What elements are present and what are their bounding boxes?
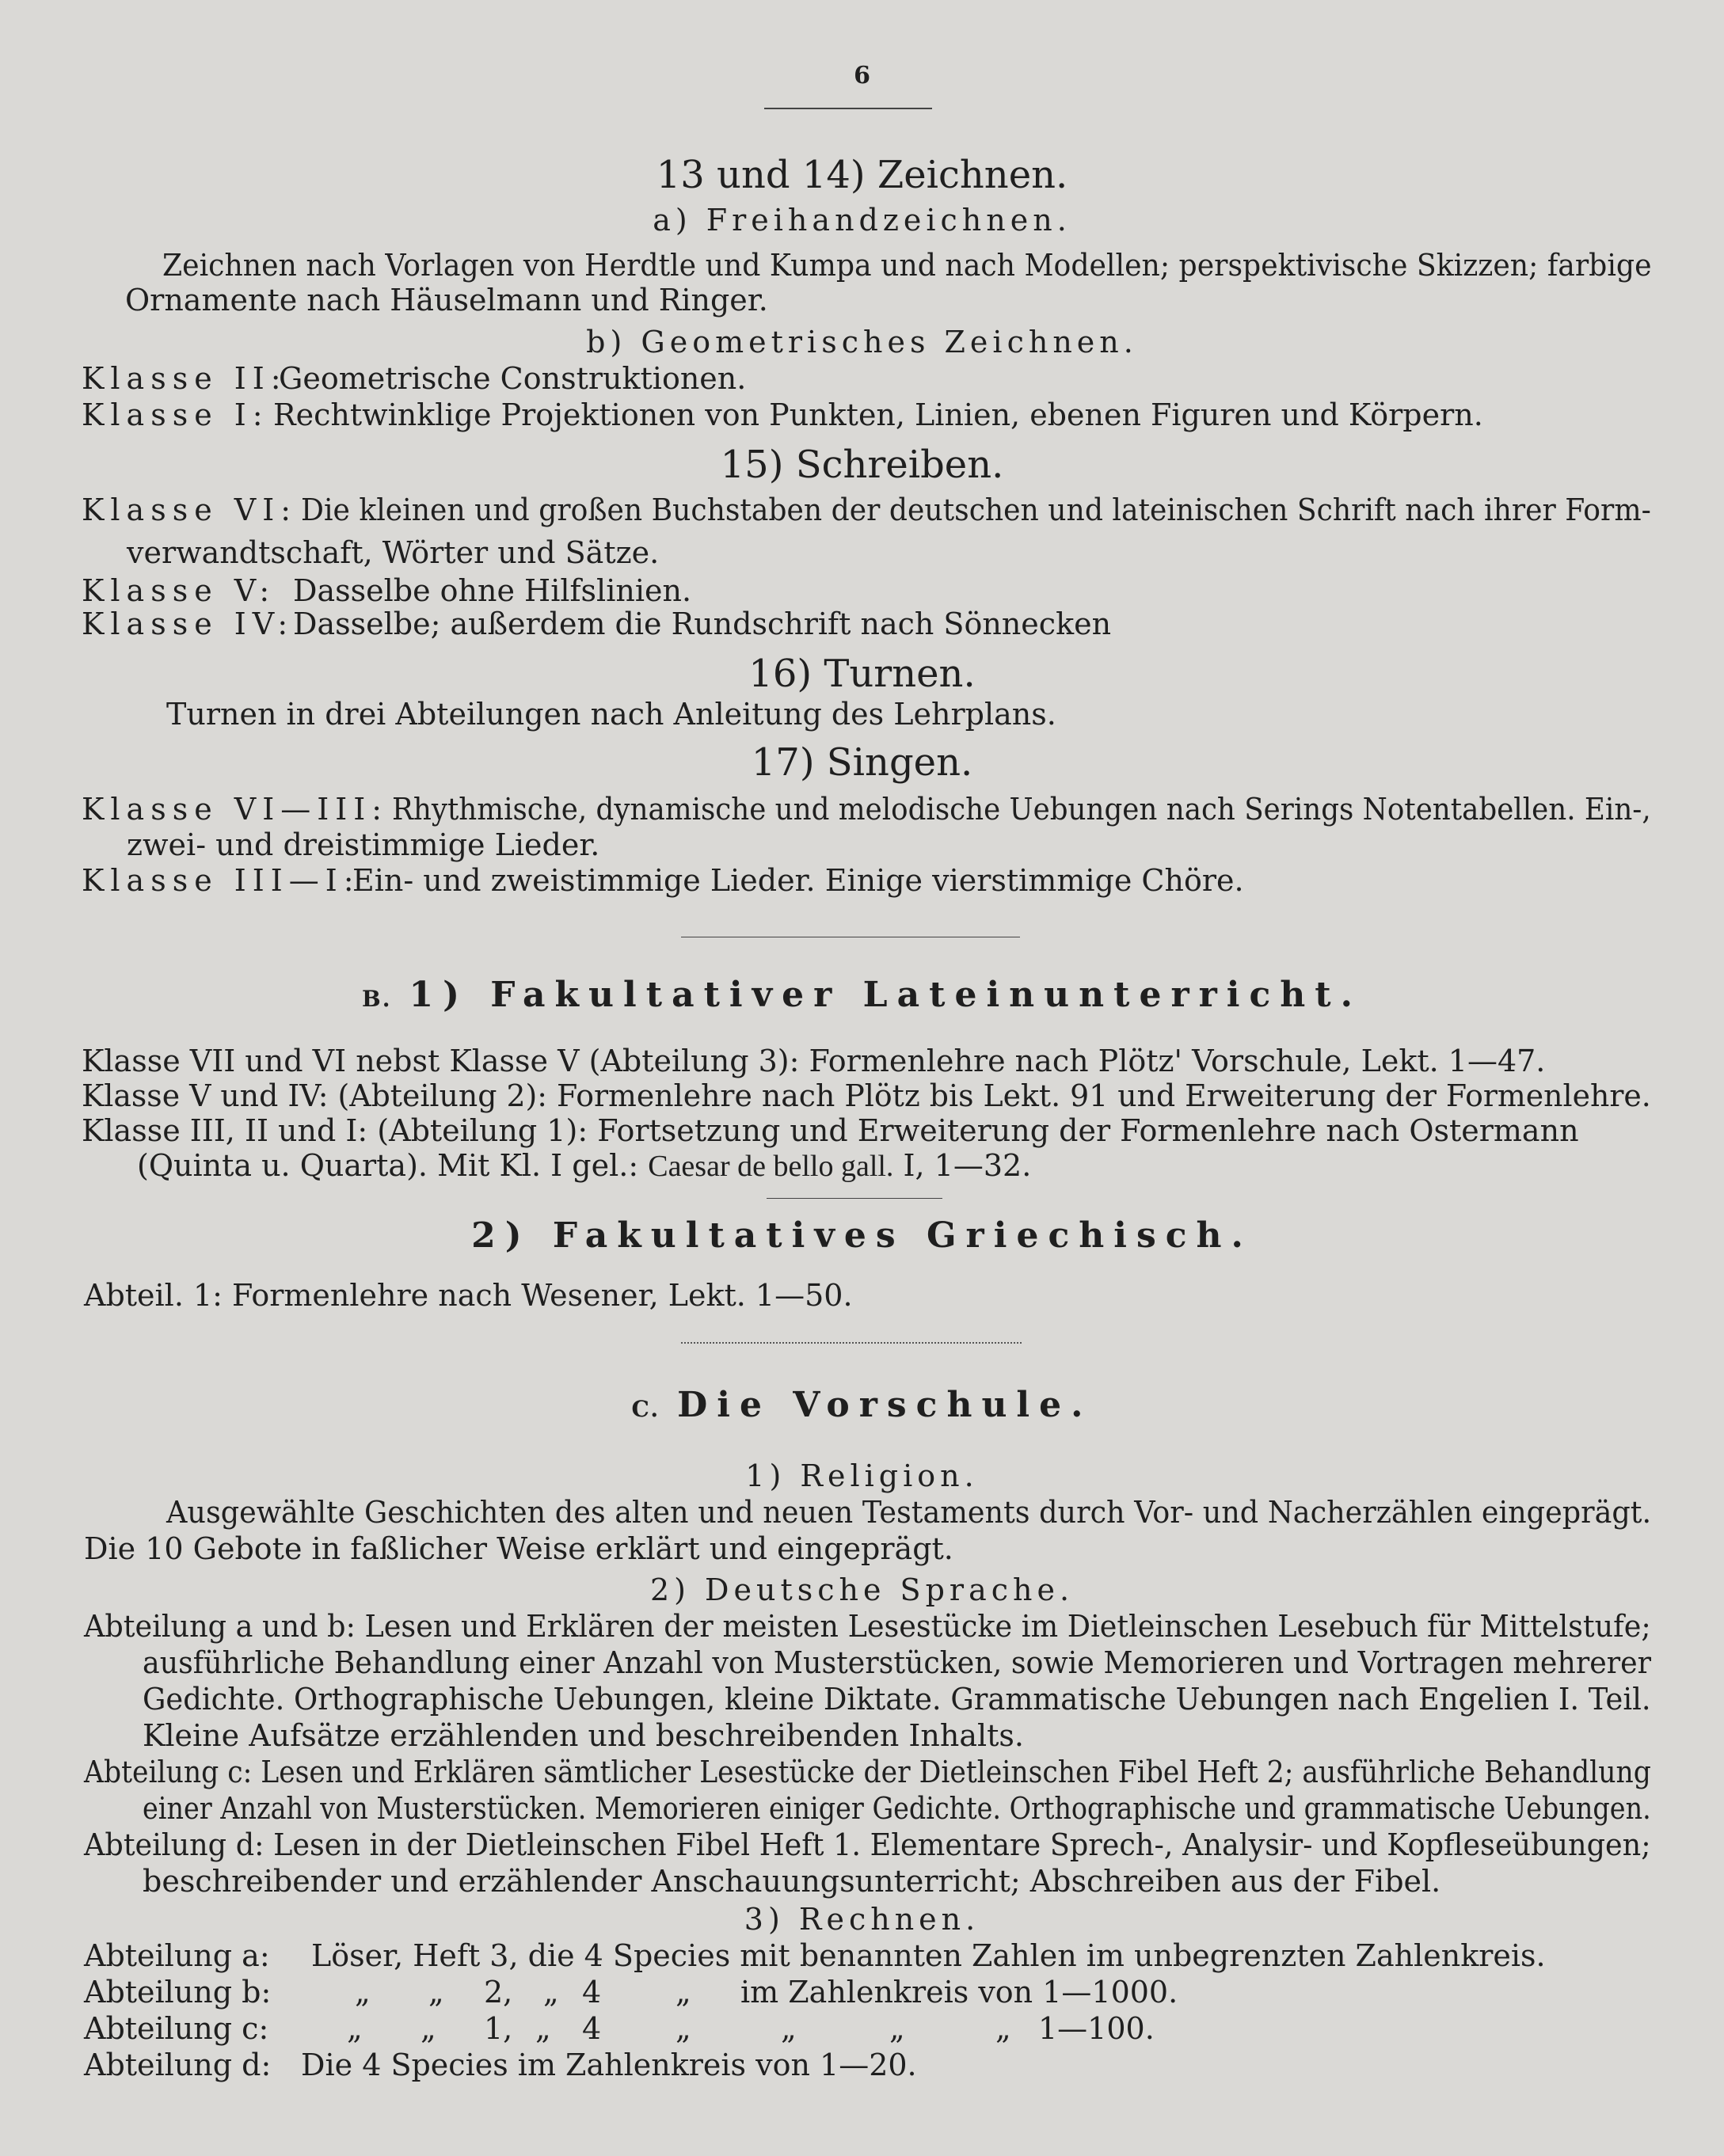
text-line: beschreibender und erzählender Anschauungsunterricht; Abschreiben aus der Fibel. [143,1864,1441,1899]
subheading-religion: 1) Religion. [745,1458,979,1493]
text-line: Abteil. 1: Formenlehre nach Wesener, Lekt. 1—50. [84,1278,853,1313]
text-line: Dasselbe; außerdem die Rundschrift nach Sönnecken [293,606,1112,641]
class-label: Klasse III—I: [82,863,360,898]
section-letter: C. [631,1396,660,1422]
number: 1, [484,2011,513,2046]
ditto-mark: „ [781,2011,797,2046]
text-line: verwandtschaft, Wörter und Sätze. [127,535,660,570]
number: 2, [484,1975,513,2010]
text-line: Zeichnen nach Vorlagen von Herdtle und Kumpa und nach Modellen; perspektivische Skizzen; farbige [162,248,1652,283]
row-label: Abteilung b: [84,1975,272,2010]
text-line: Abteilung c: Lesen und Erklären sämtlicher Lesestücke der Dietleinschen Fibel Heft 2; ausführliche Behandlung [84,1755,1651,1789]
class-label: Klasse V: [82,573,276,608]
text-line: Ein- und zweistimmige Lieder. Einige vierstimmige Chöre. [352,863,1244,898]
page-number: 6 [854,62,870,89]
heading-vorschule [0,1386,1724,1429]
ditto-mark: „ [347,2011,363,2046]
text-line: Die kleinen und großen Buchstaben der deutschen und lateinischen Schrift nach ihrer Form- [301,492,1651,527]
heading-text: Die Vorschule. [677,1385,1093,1425]
number: 4 [582,1975,602,2010]
ditto-mark: „ [995,2011,1011,2046]
heading-griechisch: 2) Fakultatives Griechisch. [471,1215,1253,1256]
header-rule [764,108,932,109]
heading-turnen: 16) Turnen. [748,652,976,696]
ditto-mark: „ [428,1975,444,2010]
ditto-mark: „ [889,2011,905,2046]
heading-lateinunterricht [0,975,1724,1019]
class-label: Klasse II: [82,361,287,396]
ditto-mark: „ [543,1975,559,2010]
text-line: ausführliche Behandlung einer Anzahl von Musterstücken, sowie Memorieren und Vortragen mehrerer [143,1645,1652,1680]
class-label: Klasse VI—III: [82,792,389,827]
text-line: Dasselbe ohne Hilfslinien. [293,573,692,608]
subheading-geometrisches-zeichnen: b) Geometrisches Zeichnen. [586,325,1138,359]
section-letter: B. [362,986,392,1012]
class-label: Klasse VI: [82,492,298,527]
section-divider [767,1198,942,1199]
class-label: Klasse I: [82,397,269,432]
heading-zeichnen: 13 und 14) Zeichnen. [656,153,1068,197]
ditto-mark: „ [676,1975,691,2010]
text-line: Abteilung a und b: Lesen und Erklären der meisten Lesestücke im Dietleinschen Lesebuch für Mittelstufe; [84,1609,1651,1644]
text-line: Rechtwinklige Projektionen von Punkten, Linien, ebenen Figuren und Körpern. [273,397,1483,432]
text-line: Rhythmische, dynamische und melodische Uebungen nach Serings Notentabellen. Ein-, [392,792,1651,827]
row-label: Abteilung d: [84,2048,272,2082]
text-line: Klasse III, II und I: (Abteilung 1): Fortsetzung und Erweiterung der Formenlehre nach Ostermann [82,1113,1579,1148]
text-line: Die 4 Species im Zahlenkreis von 1—20. [301,2048,917,2082]
text-line: Löser, Heft 3, die 4 Species mit benannten Zahlen im unbegrenzten Zahlenkreis. [311,1938,1546,1973]
class-label: Klasse IV: [82,606,295,641]
text-line: Gedichte. Orthographische Uebungen, kleine Diktate. Grammatische Uebungen nach Engelien I. Teil. [143,1682,1651,1717]
heading-text: 1) Fakultativer Lateinunterricht. [409,975,1362,1015]
text-line: Die 10 Gebote in faßlicher Weise erklärt und eingeprägt. [84,1531,953,1566]
row-label: Abteilung a: [84,1938,270,1973]
text-line: zwei- und dreistimmige Lieder. [127,827,600,862]
text-fragment: I, 1—32. [903,1148,1032,1183]
heading-singen: 17) Singen. [751,740,973,785]
ditto-mark: „ [355,1975,371,2010]
text-line: Klasse VII und VI nebst Klasse V (Abteilung 3): Formenlehre nach Plötz' Vorschule, Lekt. 1—47. [82,1044,1546,1078]
ditto-mark: „ [535,2011,551,2046]
text-fragment: (Quinta u. Quarta). Mit Kl. I gel.: [137,1148,639,1183]
ditto-mark: „ [421,2011,436,2046]
latin-title: Caesar de bello gall. [648,1150,894,1183]
number: 4 [582,2011,602,2046]
row-label: Abteilung c: [84,2011,269,2046]
text-line: Abteilung d: Lesen in der Dietleinschen Fibel Heft 1. Elementare Sprech-, Analysir- und Kopfleseübungen; [84,1827,1651,1862]
text-line [137,1148,1031,1184]
subheading-rechnen: 3) Rechnen. [744,1902,980,1937]
text-line: 1—100. [1038,2011,1155,2046]
ditto-mark: „ [676,2011,691,2046]
wavy-divider [681,1342,1022,1344]
subheading-deutsche-sprache: 2) Deutsche Sprache. [649,1572,1075,1607]
text-line: Klasse V und IV: (Abteilung 2): Formenlehre nach Plötz bis Lekt. 91 und Erweiterung der Formenlehre. [82,1078,1651,1113]
text-line: einer Anzahl von Musterstücken. Memorieren einiger Gedichte. Orthographische und grammatische Uebungen. [143,1791,1651,1826]
text-line: Geometrische Construktionen. [279,361,747,396]
subheading-freihandzeichnen: a) Freihandzeichnen. [653,203,1071,238]
text-line: Kleine Aufsätze erzählenden und beschreibenden Inhalts. [143,1718,1025,1753]
text-line: Ornamente nach Häuselmann und Ringer. [125,283,768,318]
heading-schreiben: 15) Schreiben. [720,443,1004,487]
text-line: Ausgewählte Geschichten des alten und neuen Testaments durch Vor- und Nacherzählen eingeprägt. [166,1495,1652,1530]
text-line: im Zahlenkreis von 1—1000. [740,1975,1178,2010]
text-line: Turnen in drei Abteilungen nach Anleitung des Lehrplans. [166,697,1056,732]
